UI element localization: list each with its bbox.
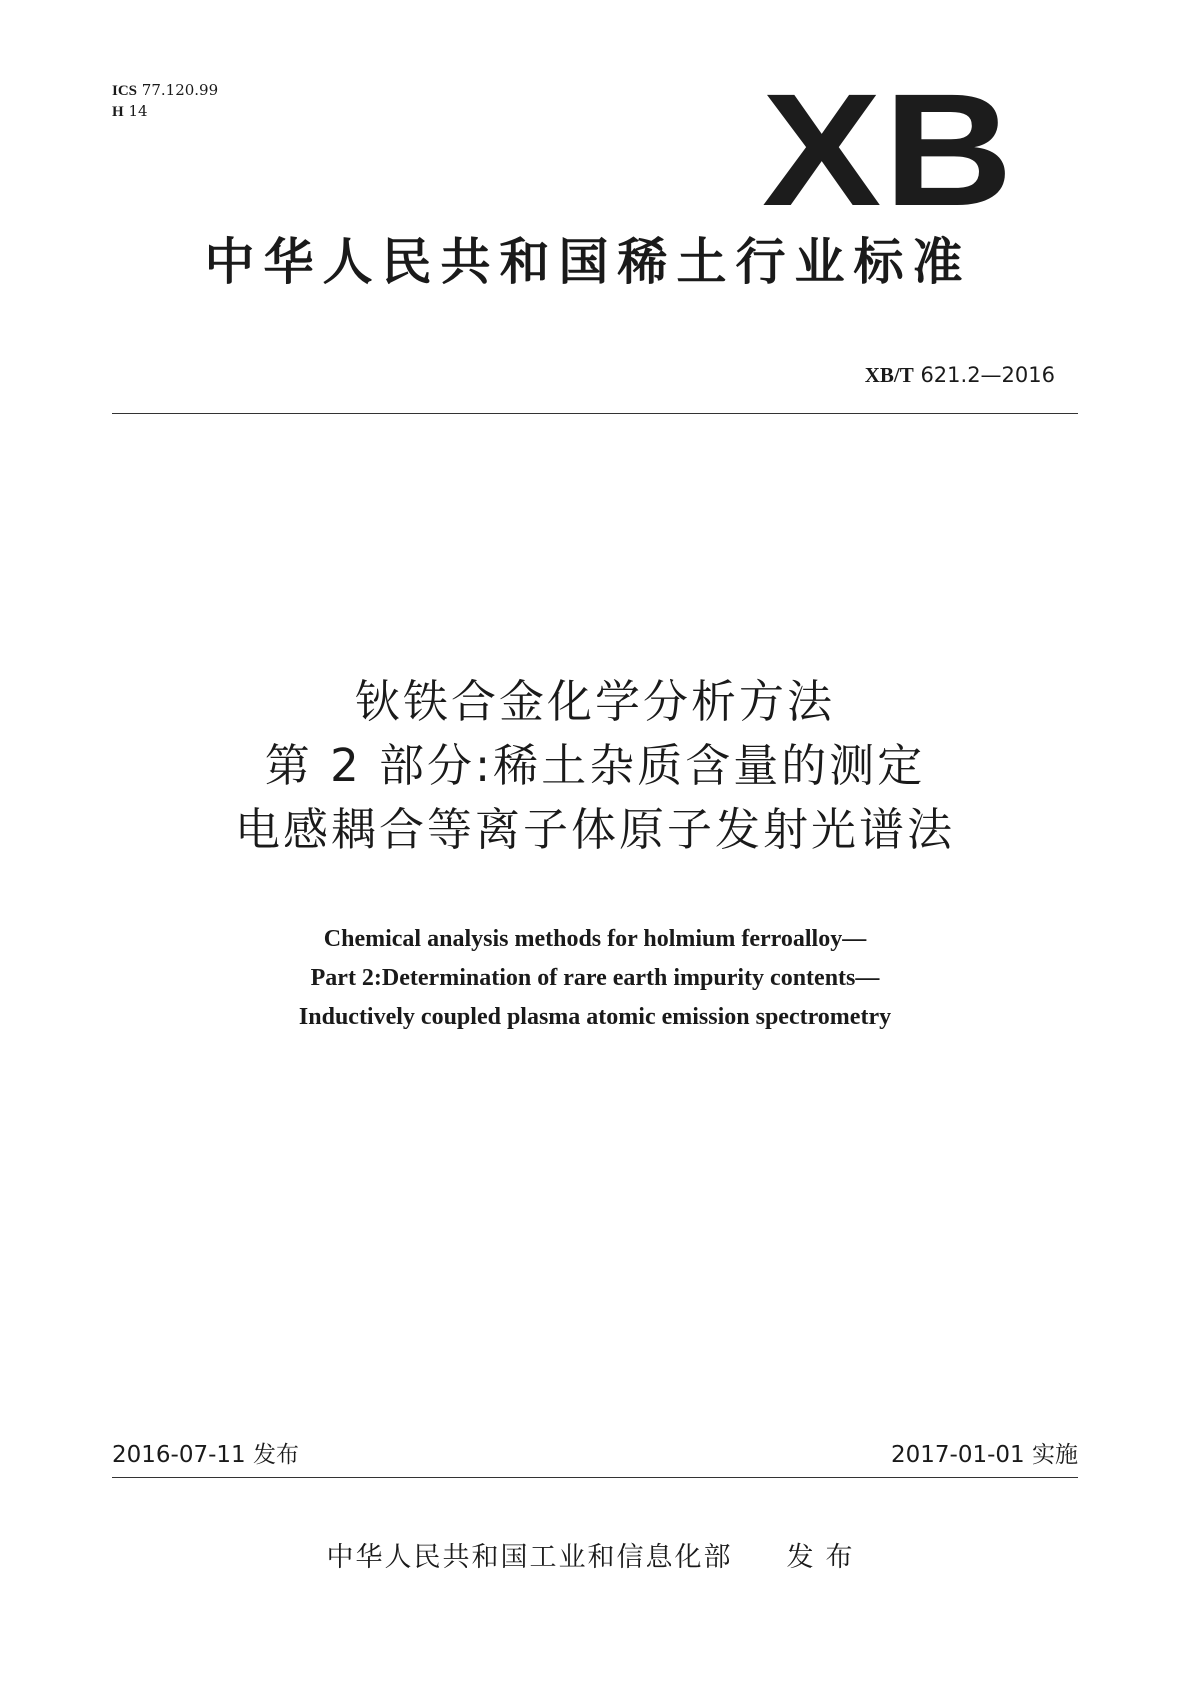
standard-title: 中华人民共和国稀土行业标准 [204, 233, 972, 291]
xb-logo: XB [761, 60, 1015, 239]
ccs-code: 14 [128, 102, 148, 120]
header-divider [112, 413, 1078, 414]
ccs-label: H [112, 104, 124, 120]
footer-divider [112, 1477, 1078, 1478]
ics-line [112, 80, 218, 101]
chinese-title [112, 670, 1078, 862]
classification-codes [112, 80, 218, 122]
implementation-date: 2017-01-01 实施 [891, 1442, 1078, 1468]
chinese-title-line: 钬铁合金化学分析方法 [354, 675, 835, 728]
standard-number-prefix: XB/T [864, 363, 914, 387]
issuer-action: 发布 [786, 1542, 865, 1573]
english-title [112, 920, 1078, 1037]
english-title-line: Chemical analysis methods for holmium ferroalloy— [323, 926, 867, 952]
standard-number [865, 362, 1055, 388]
chinese-title-line: 电感耦合等离子体原子发射光谱法 [234, 803, 955, 856]
english-title-line: Inductively coupled plasma atomic emission spectrometry [298, 1004, 892, 1030]
ics-label: ICS [112, 83, 138, 99]
ccs-line [112, 101, 218, 122]
issue-date: 2016-07-11 发布 [112, 1442, 299, 1468]
chinese-title-line: 第 2 部分:稀土杂质含量的测定 [264, 739, 926, 792]
ics-code: 77.120.99 [141, 81, 219, 99]
issuer-name: 中华人民共和国工业和信息化部 [326, 1542, 733, 1573]
standard-number-value: 621.2—2016 [920, 363, 1055, 387]
english-title-line: Part 2:Determination of rare earth impurity contents— [310, 965, 880, 991]
issuing-authority [0, 1540, 1191, 1576]
